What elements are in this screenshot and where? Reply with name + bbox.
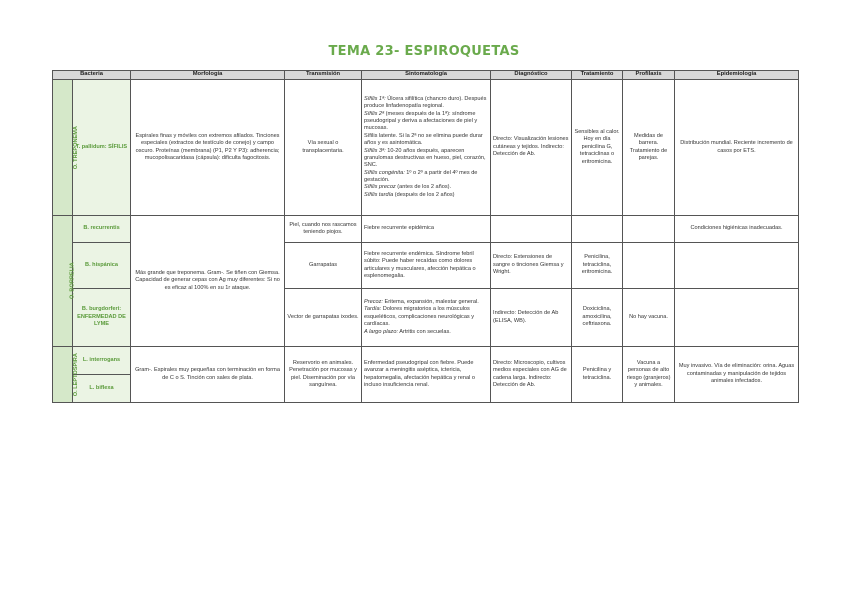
symptom-text: Sífilis latente. Si la 2ª no se elimina puede durar años y es asintomática. — [364, 132, 483, 147]
symptom-line — [364, 111, 488, 133]
profilaxis-cell: Vacuna a personas de alto riesgo (granjeros) y animales. — [623, 347, 675, 403]
sintomatologia-cell: Fiebre recurrente epidémica — [362, 216, 491, 243]
symptom-term: Sífilis 1ª: — [364, 95, 386, 102]
header-cell: Profilaxis — [623, 71, 675, 80]
epidemiologia-cell: Distribución mundial. Reciente incremento de casos por ETS. — [675, 80, 799, 216]
symptom-text: 10-20 años después, aparecen granulomas destructivas en hueso, piel, corazón, SNC. — [364, 147, 486, 169]
group-label: O. BORRELIA — [69, 262, 76, 300]
symptom-text: Dolores migratorios a los músculos esqueléticos, complicaciones neurológicas y cardíacas. — [364, 306, 475, 328]
sintomatologia-cell — [362, 80, 491, 216]
sintomatologia-cell: Enfermedad pseudogripal con fiebre. Puede avanzar a meningitis aséptica, ictericia, hepatomegalia, afectación hepática y renal o incluso insuficiencia renal. — [362, 347, 491, 403]
header-cell: Diagnóstico — [491, 71, 572, 80]
bacteria-cell: B. hispánica — [73, 243, 131, 289]
diagnostico-cell: Indirecto: Detección de Ab (ELISA, WB). — [491, 289, 572, 347]
sintomatologia-cell: Fiebre recurrente endémica. Síndrome febril súbito: Puede haber recaídas como dolores articulares y musculares, afección hepática o esplenomegalia. — [362, 243, 491, 289]
espiroquetas-table — [52, 70, 799, 403]
transmision-cell: Vía sexual o transplacentaria. — [285, 80, 362, 216]
bacteria-cell: L. interrogans — [73, 347, 131, 375]
header-cell: Sintomatología — [362, 71, 491, 80]
symptom-text: Úlcera sifilítica (chancro duro). Después produce linfadenopatía regional. — [364, 95, 487, 110]
diagnostico-cell — [491, 216, 572, 243]
bacteria-cell: B. burgdorferi: ENFERMEDAD DE LYME — [73, 289, 131, 347]
header-cell: Morfología — [131, 71, 285, 80]
table-row — [53, 80, 799, 216]
tratamiento-cell: Doxiciclina, amoxicilina, ceftriaxona. — [572, 289, 623, 347]
symptom-text: Eritema, expansión, malestar general. — [382, 299, 479, 306]
table-row — [53, 347, 799, 375]
group-cell — [53, 80, 79, 216]
morfologia-cell: Más grande que treponema. Gram-. Se tiñen con Giemsa. Capacidad de generar cepas con Ag muy diferentes: Si no es eficaz al 100% en su 1r ataque. — [131, 216, 285, 347]
epidemiologia-cell: Muy invasivo. Vía de eliminación: orina. Aguas contaminadas y manipulación de tejidos animales infectados. — [675, 347, 799, 403]
symptom-term: Sífilis precoz — [364, 184, 396, 191]
header-cell: Bacteria — [53, 71, 131, 80]
transmision-cell: Vector de garrapatas ixodes. — [285, 289, 362, 347]
header-row — [53, 71, 799, 80]
sintomatologia-cell — [362, 289, 491, 347]
header-cell: Epidemiología — [675, 71, 799, 80]
group-label: O. TREPONEMA — [72, 125, 79, 170]
page-title: TEMA 23- ESPIROQUETAS — [328, 44, 520, 59]
group-cell — [53, 216, 76, 347]
symptom-text: (después de los 2 años) — [393, 191, 455, 198]
symptom-term: Sífilis tardía — [364, 191, 394, 198]
tratamiento-cell: Sensibles al calor. Hoy en día penicilina G, tetraciclinas o eritromicina. — [572, 80, 623, 216]
symptom-text: (antes de los 2 años). — [395, 184, 452, 191]
transmision-cell: Reservorio en animales. Penetración por mucosas y piel. Diseminación por vía sanguínea. — [285, 347, 362, 403]
morfologia-cell: Gram-. Espirales muy pequeñas con terminación en forma de C o S. Tinción con sales de plata. — [131, 347, 285, 403]
symptom-term: Sífilis congénita: — [364, 169, 405, 176]
symptom-term: Sífilis 2ª — [364, 110, 385, 117]
bacteria-cell: B. recurrentis — [73, 216, 131, 243]
symptom-term: A largo plazo: — [364, 328, 399, 335]
symptom-text: 1º o 2º a partir del 4º mes de gestación. — [364, 169, 478, 183]
transmision-cell: Piel, cuando nos rascamos teniendo piojos. — [285, 216, 362, 243]
diagnostico-cell: Directo: Extensiones de sangre o tinciones Giemsa y Wright. — [491, 243, 572, 289]
tratamiento-cell — [572, 216, 623, 243]
header-cell: Transmisión — [285, 71, 362, 80]
bacteria-cell: L. biflexa — [73, 375, 131, 403]
tratamiento-cell: Penicilina y tetraciclina. — [572, 347, 623, 403]
symptom-line — [364, 329, 488, 336]
symptom-text: (meses después de la 1ª): síndrome pseudogripal y deriva a afectaciones de piel y mucosas. — [364, 110, 478, 132]
diagnostico-cell: Directo: Visualización lesiones cutáneas y tejidos. Indirecto: Detección de Ab. — [491, 80, 572, 216]
epidemiologia-cell: Condiciones higiénicas inadecuadas. — [675, 216, 799, 243]
diagnostico-cell: Directo: Microscopio, cultivos medios especiales con AG de cadena larga. Indirecto: Detección de Ab. — [491, 347, 572, 403]
symptom-line — [364, 133, 488, 148]
symptom-text: Artritis con secuelas. — [398, 328, 451, 335]
symptom-line — [364, 192, 488, 199]
symptom-term: Tardía: — [364, 306, 382, 313]
symptom-line — [364, 306, 488, 328]
symptom-line — [364, 96, 488, 111]
epidemiologia-cell — [675, 289, 799, 347]
group-label: O. LEPTOSPIRA — [72, 352, 79, 397]
symptom-line — [364, 299, 488, 306]
symptom-term: Precoz: — [364, 299, 383, 306]
header-cell: Tratamiento — [572, 71, 623, 80]
symptom-line — [364, 184, 488, 191]
epidemiologia-cell — [675, 243, 799, 289]
group-cell — [53, 347, 79, 403]
profilaxis-cell — [623, 216, 675, 243]
profilaxis-cell: No hay vacuna. — [623, 289, 675, 347]
transmision-cell: Garrapatas — [285, 243, 362, 289]
profilaxis-cell: Medidas de barrera. Tratamiento de parejas. — [623, 80, 675, 216]
tratamiento-cell: Penicilina, tetraciclina, eritromicina. — [572, 243, 623, 289]
bacteria-cell: T. pallidum: SÍFILIS — [73, 80, 131, 216]
symptom-line — [364, 148, 488, 170]
symptom-line — [364, 170, 488, 185]
symptom-term: Sífilis 3ª: — [364, 147, 386, 154]
morfologia-cell: Espirales finas y móviles con extremos afilados. Tinciones especiales (extractos de testículo de conejo) y campo oscuro. Proteínas (membrana) (P1, P2 Y P3): adherencia; mucopolisacaridasa (cápsula): dificulta fagocitosis. — [131, 80, 285, 216]
profilaxis-cell — [623, 243, 675, 289]
table-row — [53, 216, 799, 243]
